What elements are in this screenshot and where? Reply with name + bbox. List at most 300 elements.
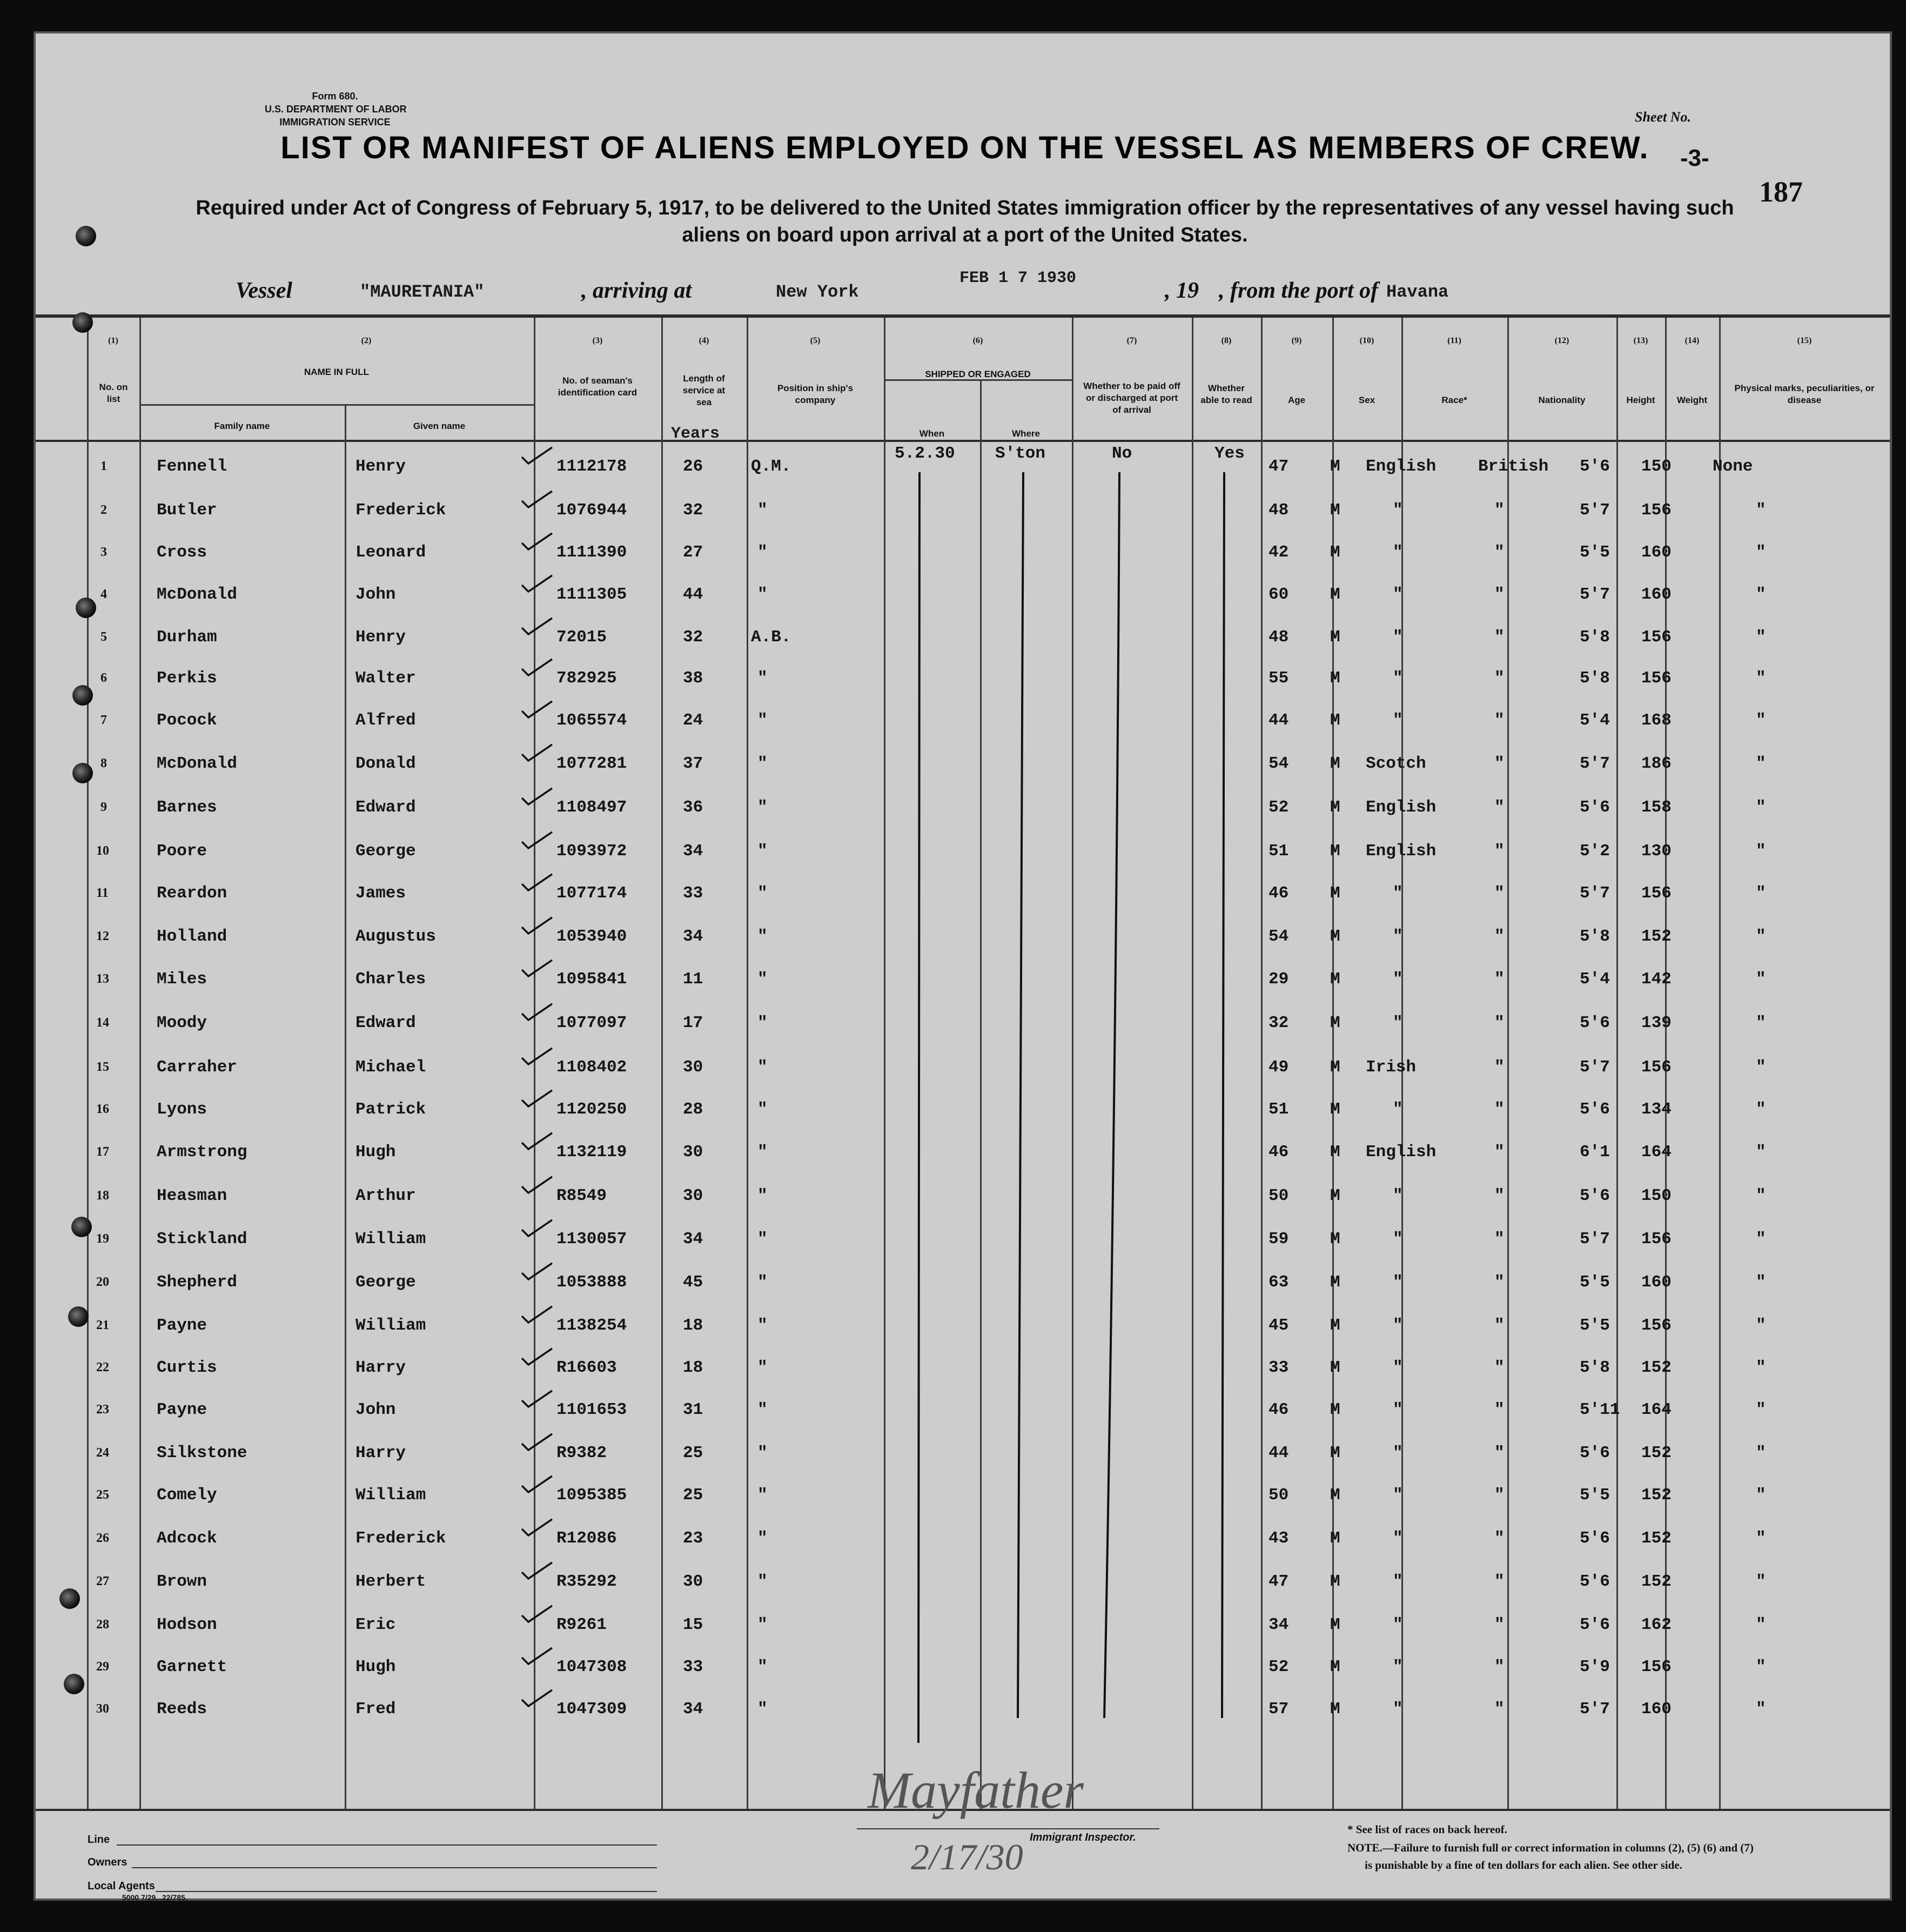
position-value: " <box>757 927 768 946</box>
position-value: " <box>757 1444 768 1463</box>
check-mark-icon <box>520 1262 554 1282</box>
weight-value: 162 <box>1641 1615 1672 1634</box>
check-mark-icon <box>520 532 554 552</box>
years-at-sea: 11 <box>683 970 703 989</box>
check-mark-icon <box>520 1219 554 1238</box>
years-at-sea: 24 <box>683 711 703 730</box>
age-value: 29 <box>1269 970 1289 989</box>
years-at-sea: 32 <box>683 501 703 520</box>
row-number: 8 <box>100 756 107 770</box>
col-header-sex: Sex <box>1358 395 1375 405</box>
row-number: 11 <box>96 886 109 900</box>
height-value: 5'6 <box>1580 1100 1610 1119</box>
weight-value: 150 <box>1641 1186 1672 1205</box>
height-value: 5'6 <box>1580 1572 1610 1591</box>
id-card-number: R9382 <box>556 1444 607 1463</box>
check-mark-icon <box>520 1433 554 1452</box>
family-name: Carraher <box>157 1058 237 1077</box>
year-label: , 19 <box>1165 278 1199 303</box>
given-name: Charles <box>355 970 426 989</box>
years-at-sea: 18 <box>683 1316 703 1335</box>
nationality-value: " <box>1494 1058 1505 1077</box>
family-name: Stickland <box>157 1230 247 1249</box>
years-at-sea: 38 <box>683 669 703 688</box>
height-value: 5'7 <box>1580 501 1610 520</box>
inspector-label: Immigrant Inspector. <box>1030 1832 1136 1843</box>
col-header-age: Age <box>1287 395 1306 405</box>
race-value: " <box>1393 884 1403 903</box>
given-name: Edward <box>355 798 416 817</box>
family-name: Heasman <box>157 1186 227 1205</box>
column-number: (14) <box>1684 336 1700 345</box>
weight-value: 142 <box>1641 970 1672 989</box>
weight-value: 168 <box>1641 711 1672 730</box>
nationality-value: " <box>1494 1486 1505 1505</box>
years-at-sea: 23 <box>683 1529 703 1548</box>
weight-value: 152 <box>1641 1572 1672 1591</box>
vessel-name: "MAURETANIA" <box>360 282 485 302</box>
row-number: 27 <box>96 1574 109 1588</box>
age-value: 49 <box>1269 1058 1289 1077</box>
row-number: 10 <box>96 844 109 858</box>
sex-value: M <box>1330 1316 1340 1335</box>
id-card-number: 1053940 <box>556 927 627 946</box>
from-port: Havana <box>1386 282 1449 302</box>
races-note: * See list of races on back hereof. <box>1347 1823 1507 1836</box>
id-card-number: R35292 <box>556 1572 617 1591</box>
row-number: 16 <box>96 1102 109 1116</box>
col-header-family: Family name <box>214 421 270 431</box>
physical-marks-value: " <box>1756 842 1766 861</box>
col-header-height: Height <box>1626 395 1655 405</box>
years-at-sea: 34 <box>683 927 703 946</box>
subtitle-line-2: aliens on board upon arrival at a port of the United States. <box>682 224 1248 246</box>
family-name: Reeds <box>157 1700 207 1719</box>
row-number: 19 <box>96 1232 109 1246</box>
height-value: 5'6 <box>1580 1014 1610 1032</box>
physical-marks-value: " <box>1756 1143 1766 1162</box>
nationality-value: " <box>1494 1143 1505 1162</box>
weight-value: 160 <box>1641 1273 1672 1292</box>
physical-marks-value: " <box>1756 970 1766 989</box>
years-at-sea: 31 <box>683 1400 703 1419</box>
row-number: 22 <box>96 1360 109 1374</box>
nationality-value: " <box>1494 628 1505 647</box>
weight-value: 156 <box>1641 884 1672 903</box>
id-card-number: 1047309 <box>556 1700 627 1719</box>
age-value: 44 <box>1269 1444 1289 1463</box>
years-at-sea: 18 <box>683 1358 703 1377</box>
race-value: " <box>1393 1273 1403 1292</box>
nationality-value: " <box>1494 927 1505 946</box>
race-value: " <box>1393 1700 1403 1719</box>
nationality-value: " <box>1494 1529 1505 1548</box>
row-number: 4 <box>100 587 107 601</box>
height-value: 5'2 <box>1580 842 1610 861</box>
years-at-sea: 30 <box>683 1143 703 1162</box>
age-value: 51 <box>1269 842 1289 861</box>
inspector-signature: Mayfather <box>868 1761 1084 1819</box>
nationality-value: " <box>1494 1444 1505 1463</box>
id-card-number: 1093972 <box>556 842 627 861</box>
race-value: Irish <box>1366 1058 1417 1077</box>
agents-label: Local Agents <box>88 1880 155 1892</box>
nationality-value: " <box>1494 1273 1505 1292</box>
family-name: Comely <box>157 1486 217 1505</box>
given-name: Michael <box>355 1058 426 1077</box>
race-value: " <box>1393 1358 1403 1377</box>
given-name: John <box>355 1400 396 1419</box>
race-value: " <box>1393 1230 1403 1249</box>
age-value: 33 <box>1269 1358 1289 1377</box>
given-name: Harry <box>355 1358 406 1377</box>
years-at-sea: 36 <box>683 798 703 817</box>
row-number: 6 <box>100 671 107 685</box>
race-value: " <box>1393 711 1403 730</box>
given-name: Harry <box>355 1444 406 1463</box>
position-value: " <box>757 543 768 562</box>
age-value: 34 <box>1269 1615 1289 1634</box>
service-name: IMMIGRATION SERVICE <box>279 117 391 128</box>
family-name: Fennell <box>157 457 227 476</box>
physical-marks-value: " <box>1756 884 1766 903</box>
check-mark-icon <box>520 1689 554 1708</box>
years-at-sea: 15 <box>683 1615 703 1634</box>
id-card-number: 782925 <box>556 669 617 688</box>
physical-marks-value: " <box>1756 927 1766 946</box>
family-name: Butler <box>157 501 217 520</box>
position-value: " <box>757 884 768 903</box>
weight-value: 156 <box>1641 628 1672 647</box>
id-card-number: 1076944 <box>556 501 627 520</box>
sex-value: M <box>1330 842 1340 861</box>
position-value: " <box>757 1529 768 1548</box>
sex-value: M <box>1330 1014 1340 1032</box>
given-name: Patrick <box>355 1100 426 1119</box>
sex-value: M <box>1330 1486 1340 1505</box>
position-value: " <box>757 1230 768 1249</box>
weight-value: 164 <box>1641 1400 1672 1419</box>
sex-value: M <box>1330 543 1340 562</box>
id-card-number: 1101653 <box>556 1400 627 1419</box>
given-name: William <box>355 1230 426 1249</box>
family-name: Silkstone <box>157 1444 247 1463</box>
nationality-value: " <box>1494 842 1505 861</box>
check-mark-icon <box>520 1003 554 1022</box>
years-at-sea: 45 <box>683 1273 703 1292</box>
id-card-number: 1077174 <box>556 884 627 903</box>
row-number: 5 <box>100 630 107 644</box>
sex-value: M <box>1330 585 1340 604</box>
nationality-value: " <box>1494 884 1505 903</box>
race-value: " <box>1393 1529 1403 1548</box>
row-number: 2 <box>100 503 107 517</box>
sex-value: M <box>1330 1529 1340 1548</box>
position-value: " <box>757 1486 768 1505</box>
physical-marks-value: " <box>1756 669 1766 688</box>
check-mark-icon <box>520 617 554 636</box>
form-number: Form 680. <box>312 91 358 102</box>
check-mark-icon <box>520 1561 554 1581</box>
weight-value: 156 <box>1641 1230 1672 1249</box>
col-header-position: Position in ship's company <box>777 383 854 405</box>
given-name: Eric <box>355 1615 396 1634</box>
id-card-number: 1111305 <box>556 585 627 604</box>
age-value: 50 <box>1269 1486 1289 1505</box>
race-value: Scotch <box>1366 754 1426 773</box>
given-name: George <box>355 842 416 861</box>
years-at-sea: 30 <box>683 1058 703 1077</box>
sex-value: M <box>1330 1572 1340 1591</box>
position-value: " <box>757 798 768 817</box>
position-value: " <box>757 1186 768 1205</box>
age-value: 55 <box>1269 669 1289 688</box>
race-value: English <box>1366 798 1437 817</box>
given-name: George <box>355 1273 416 1292</box>
position-value: " <box>757 585 768 604</box>
given-name: Henry <box>355 628 406 647</box>
position-value: " <box>757 1273 768 1292</box>
physical-marks-value: " <box>1756 1316 1766 1335</box>
race-value: " <box>1393 628 1403 647</box>
weight-value: 156 <box>1641 1316 1672 1335</box>
check-mark-icon <box>520 490 554 509</box>
id-card-number: 1053888 <box>556 1273 627 1292</box>
able-read-value: Yes <box>1214 444 1245 463</box>
age-value: 44 <box>1269 711 1289 730</box>
col-header-when: When <box>919 428 945 439</box>
id-card-number: R12086 <box>556 1529 617 1548</box>
nationality-value: " <box>1494 669 1505 688</box>
age-value: 52 <box>1269 1658 1289 1676</box>
row-number: 20 <box>96 1275 109 1289</box>
years-at-sea: 30 <box>683 1572 703 1591</box>
height-value: 5'6 <box>1580 798 1610 817</box>
nationality-value: " <box>1494 501 1505 520</box>
weight-value: 152 <box>1641 1529 1672 1548</box>
sex-value: M <box>1330 1273 1340 1292</box>
family-name: Barnes <box>157 798 217 817</box>
height-value: 5'5 <box>1580 543 1610 562</box>
race-value: English <box>1366 842 1437 861</box>
id-card-number: 1130057 <box>556 1230 627 1249</box>
sex-value: M <box>1330 1143 1340 1162</box>
age-value: 46 <box>1269 1143 1289 1162</box>
physical-marks-value: " <box>1756 711 1766 730</box>
height-value: 5'8 <box>1580 1358 1610 1377</box>
nationality-value: British <box>1478 457 1549 476</box>
check-mark-icon <box>520 1176 554 1195</box>
nationality-value: " <box>1494 1186 1505 1205</box>
race-value: " <box>1393 1572 1403 1591</box>
sex-value: M <box>1330 1100 1340 1119</box>
nationality-value: " <box>1494 1014 1505 1032</box>
column-number: (3) <box>592 336 603 345</box>
physical-marks-value: " <box>1756 1230 1766 1249</box>
height-value: 5'5 <box>1580 1316 1610 1335</box>
race-value: " <box>1393 1316 1403 1335</box>
weight-value: 164 <box>1641 1143 1672 1162</box>
inspector-rule <box>857 1828 1159 1829</box>
position-value: " <box>757 501 768 520</box>
age-value: 63 <box>1269 1273 1289 1292</box>
check-mark-icon <box>520 959 554 978</box>
id-card-number: R9261 <box>556 1615 607 1634</box>
height-value: 5'8 <box>1580 628 1610 647</box>
position-value: " <box>757 1100 768 1119</box>
col-header-shipped: SHIPPED OR ENGAGED <box>925 369 1031 379</box>
row-number: 29 <box>96 1660 109 1674</box>
age-value: 54 <box>1269 754 1289 773</box>
sex-value: M <box>1330 798 1340 817</box>
weight-value: 156 <box>1641 1658 1672 1676</box>
id-card-number: 1138254 <box>556 1316 627 1335</box>
race-value: " <box>1393 585 1403 604</box>
col-header-physical: Physical marks, peculiarities, or disease <box>1734 383 1875 405</box>
row-number: 15 <box>96 1060 109 1074</box>
print-code: 5000 7/29...22/785. <box>122 1893 187 1902</box>
signature-date: 2/17/30 <box>911 1836 1023 1877</box>
position-value: " <box>757 669 768 688</box>
check-mark-icon <box>520 574 554 594</box>
from-port-label: , from the port of <box>1219 278 1379 303</box>
family-name: Hodson <box>157 1615 217 1634</box>
check-mark-icon <box>520 1518 554 1538</box>
weight-value: 152 <box>1641 1444 1672 1463</box>
col-header-name: NAME IN FULL <box>304 367 369 377</box>
physical-marks-value: " <box>1756 501 1766 520</box>
years-at-sea: 25 <box>683 1444 703 1463</box>
given-name: Donald <box>355 754 416 773</box>
column-number: (13) <box>1633 336 1648 345</box>
check-mark-icon <box>520 1605 554 1624</box>
check-mark-icon <box>520 1047 554 1066</box>
nationality-value: " <box>1494 1700 1505 1719</box>
race-value: " <box>1393 1186 1403 1205</box>
ditto-lines <box>36 33 1894 1903</box>
punch-hole <box>64 1674 84 1694</box>
given-name: John <box>355 585 396 604</box>
position-value: " <box>757 1058 768 1077</box>
years-at-sea: 30 <box>683 1186 703 1205</box>
sex-value: M <box>1330 1700 1340 1719</box>
height-value: 5'6 <box>1580 1529 1610 1548</box>
check-mark-icon <box>520 1390 554 1409</box>
row-number: 1 <box>100 459 107 473</box>
height-value: 5'4 <box>1580 711 1610 730</box>
column-number: (12) <box>1554 336 1569 345</box>
years-at-sea: 34 <box>683 1230 703 1249</box>
physical-marks-value: " <box>1756 1700 1766 1719</box>
age-value: 51 <box>1269 1100 1289 1119</box>
given-name: Leonard <box>355 543 426 562</box>
height-value: 5'7 <box>1580 1230 1610 1249</box>
age-value: 50 <box>1269 1186 1289 1205</box>
weight-value: 156 <box>1641 501 1672 520</box>
weight-value: 160 <box>1641 543 1672 562</box>
sheet-no-label: Sheet No. <box>1635 109 1691 125</box>
age-value: 46 <box>1269 884 1289 903</box>
years-at-sea: 32 <box>683 628 703 647</box>
height-value: 5'7 <box>1580 884 1610 903</box>
id-card-number: 1077281 <box>556 754 627 773</box>
given-name: Augustus <box>355 927 436 946</box>
family-name: Durham <box>157 628 217 647</box>
given-name: Frederick <box>355 501 446 520</box>
column-number: (11) <box>1447 336 1461 345</box>
family-name: Holland <box>157 927 227 946</box>
column-number: (7) <box>1126 336 1137 345</box>
id-card-number: 1111390 <box>556 543 627 562</box>
family-name: Armstrong <box>157 1143 247 1162</box>
height-value: 5'6 <box>1580 1186 1610 1205</box>
physical-marks-value: None <box>1713 457 1753 476</box>
years-at-sea: 33 <box>683 1658 703 1676</box>
sex-value: M <box>1330 754 1340 773</box>
nationality-value: " <box>1494 970 1505 989</box>
height-value: 5'8 <box>1580 669 1610 688</box>
nationality-value: " <box>1494 543 1505 562</box>
given-name: Walter <box>355 669 416 688</box>
punch-hole <box>68 1306 89 1327</box>
height-value: 5'6 <box>1580 1615 1610 1634</box>
height-value: 5'9 <box>1580 1658 1610 1676</box>
height-value: 5'11 <box>1580 1400 1620 1419</box>
years-at-sea: 33 <box>683 884 703 903</box>
row-number: 30 <box>96 1702 109 1716</box>
height-value: 6'1 <box>1580 1143 1610 1162</box>
physical-marks-value: " <box>1756 1572 1766 1591</box>
race-value: English <box>1366 457 1437 476</box>
years-label: Years <box>671 425 720 443</box>
nationality-value: " <box>1494 585 1505 604</box>
row-number: 23 <box>96 1403 109 1417</box>
row-number: 18 <box>96 1189 109 1203</box>
family-name: Adcock <box>157 1529 217 1548</box>
race-value: " <box>1393 1486 1403 1505</box>
height-value: 5'7 <box>1580 1058 1610 1077</box>
row-number: 12 <box>96 929 109 943</box>
weight-value: 150 <box>1641 457 1672 476</box>
weight-value: 156 <box>1641 669 1672 688</box>
physical-marks-value: " <box>1756 1444 1766 1463</box>
family-name: Perkis <box>157 669 217 688</box>
row-number: 26 <box>96 1531 109 1545</box>
punch-hole <box>72 763 93 783</box>
race-value: " <box>1393 1615 1403 1634</box>
id-card-number: 1047308 <box>556 1658 627 1676</box>
row-number: 28 <box>96 1618 109 1632</box>
nationality-value: " <box>1494 1572 1505 1591</box>
row-number: 25 <box>96 1488 109 1502</box>
height-value: 5'7 <box>1580 1700 1610 1719</box>
penalty-note-1: NOTE.—Failure to furnish full or correct information in columns (2), (5) (6) and (7) <box>1347 1841 1754 1854</box>
physical-marks-value: " <box>1756 798 1766 817</box>
position-value: " <box>757 1572 768 1591</box>
family-name: Lyons <box>157 1100 207 1119</box>
weight-value: 152 <box>1641 1358 1672 1377</box>
column-number: (4) <box>699 336 709 345</box>
position-value: " <box>757 711 768 730</box>
id-card-number: 1108497 <box>556 798 627 817</box>
arriving-port: New York <box>776 282 859 302</box>
height-value: 5'7 <box>1580 585 1610 604</box>
height-value: 5'5 <box>1580 1273 1610 1292</box>
sex-value: M <box>1330 1058 1340 1077</box>
punch-hole <box>71 1217 92 1237</box>
id-card-number: 1112178 <box>556 457 627 476</box>
race-value: " <box>1393 543 1403 562</box>
